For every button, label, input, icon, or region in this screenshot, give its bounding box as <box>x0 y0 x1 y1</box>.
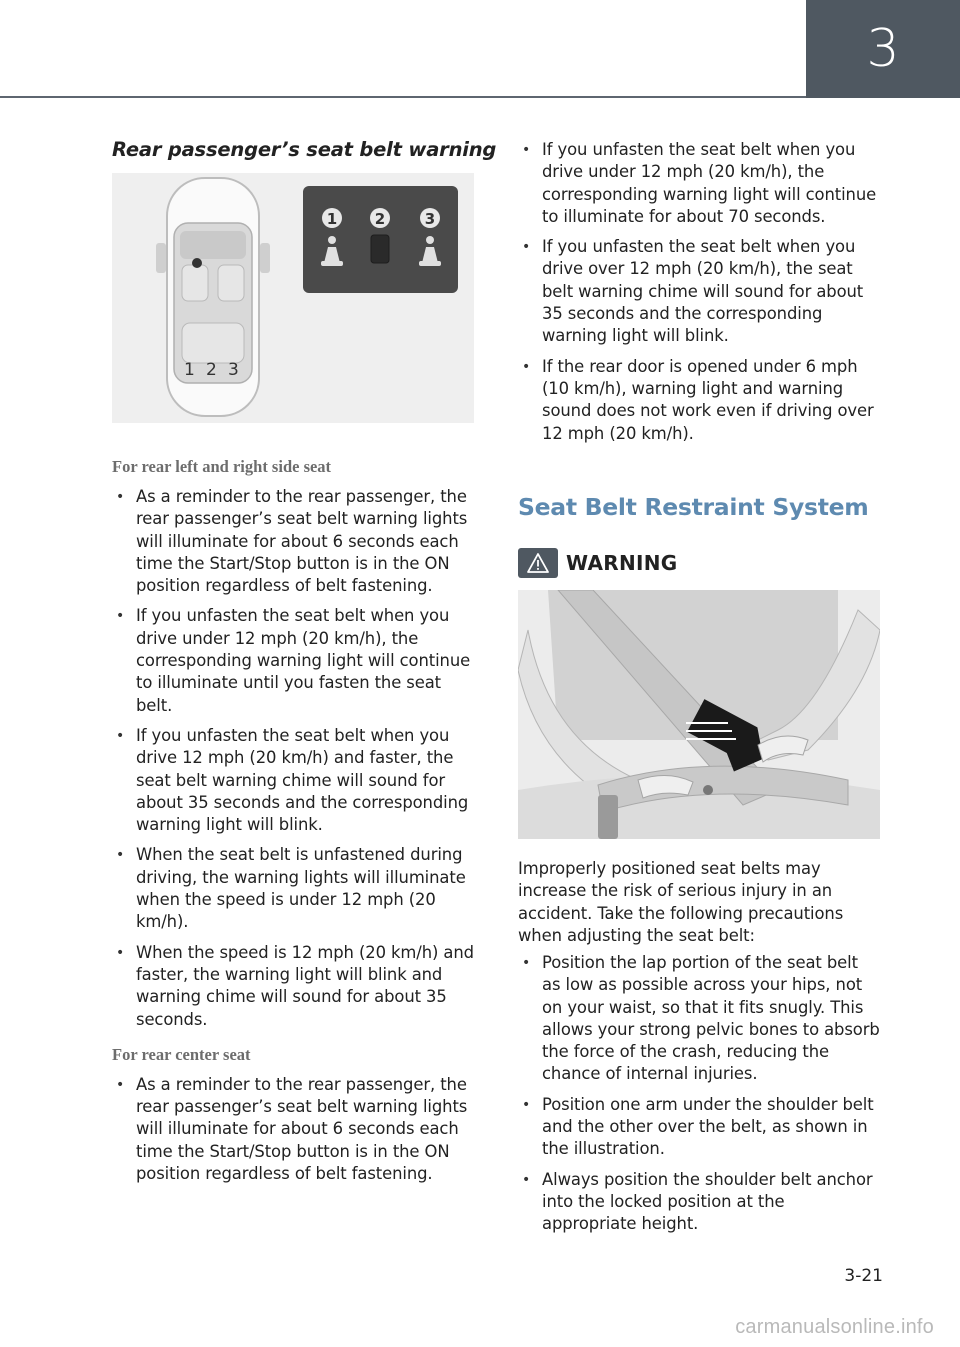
precaution-bullets <box>518 952 880 1244</box>
warning-label: WARNING <box>566 551 678 575</box>
side-seat-bullets <box>112 486 474 1031</box>
list-item: • If the rear door is opened under 6 mph (10 km/h), warning light and warning sound does not work even if driving over 12 mph (20 km/h). <box>518 356 880 445</box>
list-item: • As a reminder to the rear passenger, the rear passenger’s seat belt warning lights will illuminate for about 6 seconds each time the Start/Stop button is in the ON position regardless of belt fastening. <box>112 486 474 597</box>
list-item: • Position the lap portion of the seat belt as low as possible across your hips, not on your waist, so that it fits snugly. This allows your strong pelvic bones to absorb the force of the crash, reducing the chance of internal injuries. <box>518 952 880 1086</box>
list-item: • When the seat belt is unfastened during driving, the warning lights will illuminate when the speed is under 12 mph (20 km/h). <box>112 844 474 933</box>
warning-intro: Improperly positioned seat belts may increase the risk of serious injury in an accident. Take the following precautions when adjusting the seat belt: <box>518 859 844 945</box>
list-item: • When the speed is 12 mph (20 km/h) and faster, the warning light will blink and warning chime will sound for about 35 seconds. <box>112 942 474 1031</box>
list-item: • As a reminder to the rear passenger, the rear passenger’s seat belt warning lights will illuminate for about 6 seconds each time the Start/Stop button is in the ON position regardless of belt fastening. <box>112 1074 474 1185</box>
seat-belt-indicator-figure <box>112 173 474 423</box>
list-item: • If you unfasten the seat belt when you drive under 12 mph (20 km/h), the corresponding warning light will continue to illuminate until you fasten the seat belt. <box>112 605 474 716</box>
warning-badge <box>518 548 558 578</box>
center-seat-bullets <box>112 1074 474 1185</box>
restraint-system-heading: Seat Belt Restraint System <box>518 493 869 521</box>
list-item: • Position one arm under the shoulder belt and the other over the belt, as shown in the illustration. <box>518 1094 880 1161</box>
list-item: • Always position the shoulder belt anchor into the locked position at the appropriate height. <box>518 1169 880 1236</box>
seat-belt-indicator-2 <box>370 208 390 263</box>
car-seat-label: 2 <box>206 360 217 380</box>
watermark: carmanualsonline.info <box>735 1316 934 1338</box>
warning-header <box>518 548 677 578</box>
callout-1: 1 <box>326 210 338 228</box>
side-seat-heading: For rear left and right side seat <box>112 457 332 476</box>
callout-2: 2 <box>374 210 386 228</box>
center-seat-heading: For rear center seat <box>112 1044 251 1064</box>
warning-triangle-icon <box>527 553 549 573</box>
list-item: • If you unfasten the seat belt when you drive under 12 mph (20 km/h), the corresponding warning light will continue to illuminate for about 70 seconds. <box>518 139 880 228</box>
car-seat-label: 3 <box>228 360 239 380</box>
belted-occupant-illustration <box>518 590 880 839</box>
page-number: 3-21 <box>844 1266 883 1286</box>
seat-icon <box>371 235 389 263</box>
chapter-number: 3 <box>866 19 900 79</box>
section-title: Rear passenger’s seat belt warning <box>112 138 497 161</box>
list-item: • If you unfasten the seat belt when you drive 12 mph (20 km/h) and faster, the seat belt warning chime will sound for about 35 seconds and the corresponding warning light will blink. <box>112 725 474 836</box>
center-seat-bullets-continued <box>518 139 880 445</box>
car-top-view-illustration <box>112 173 474 423</box>
left-column-text <box>112 457 474 1193</box>
list-item: • If you unfasten the seat belt when you drive over 12 mph (20 km/h), the seat belt warning chime will sound for about 35 seconds and the corresponding warning light will blink. <box>518 236 880 347</box>
callout-3: 3 <box>424 210 436 228</box>
car-icon <box>156 178 270 416</box>
seat-belt-position-figure <box>518 590 880 839</box>
header-rule <box>0 96 806 98</box>
car-seat-label: 1 <box>184 360 195 380</box>
chapter-tab <box>806 0 960 98</box>
right-column-continued <box>518 139 880 453</box>
